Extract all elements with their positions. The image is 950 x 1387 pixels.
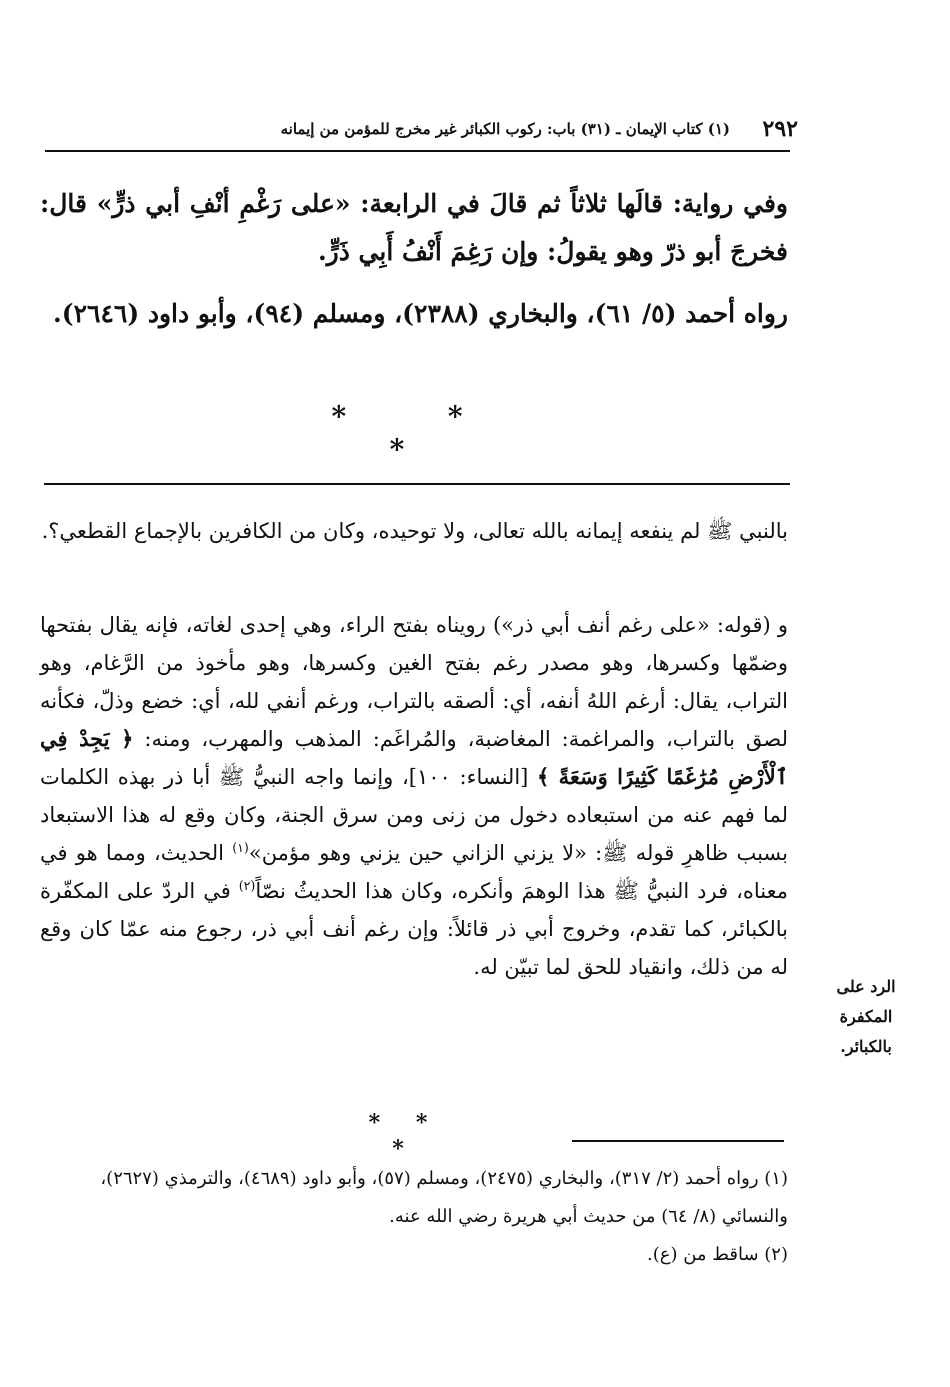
margin-note: الرد على المكفرة بالكبائر.: [836, 977, 896, 1056]
commentary-text-b: [النساء: ١٠٠]، وإنما واجه النبيُّ ﷺ أبا ذر بهذه الكلمات لما فهم عنه من استبعاده دخول من زنى ومن سرق الجنة، وكان وقع له هذا الاستبعاد بسبب ظاهرِ قوله ﷺ: «لا يزني الزاني حين يزني وهو مؤمن»: [40, 765, 788, 865]
footnote-divider: [572, 1140, 784, 1142]
footnote-marker-1[interactable]: (١): [232, 840, 249, 855]
commentary-text-c: الحديث، ومما هو في معناه، فرد النبيُّ ﷺ هذا الوهمَ وأنكره، وكان هذا الحديثُ نصّاً: [40, 841, 788, 903]
footnote-2: (٢) ساقط من (ع).: [647, 1244, 788, 1265]
commentary-text-a: و (قوله: «على رغم أنف أبي ذر») رويناه بفتح الراء، وهي إحدى لغاته، فإنه يقال بفتحها وضمّها وكسرها، وهو مصدر رغم بفتح الغين وكسرها، وهو مأخوذ من الرَّغام، وهو التراب، يقال: أرغم اللهُ أنفه، أي: ألصقه بالتراب، ورغم أنفي لله، أي: خضع وذلّ، فكأنه لصق بالتراب، والمراغمة: المغاضبة، والمُراغَم: المذهب والمهرب، ومنه:: [40, 613, 788, 751]
end-separator-stars: * * *: [368, 1110, 442, 1162]
commentary-divider: [44, 483, 790, 485]
header-divider: [45, 150, 790, 152]
footnote-marker-2[interactable]: (٢): [238, 878, 256, 893]
section-separator-stars: * * *: [331, 400, 509, 466]
commentary-paragraph-1: بالنبي ﷺ لم ينفعه إيمانه بالله تعالى، ولا توحيده، وكان من الكافرين بالإجماع القطعي؟.: [41, 519, 788, 543]
footnote-1: (١) رواه أحمد (٢/ ٣١٧)، والبخاري (٢٤٧٥)، ومسلم (٥٧)، وأبو داود (٤٦٨٩)، والترمذي (٢٦٢٧)، والنسائي (٨/ ٦٤) من حديث أبي هريرة رضي الله عنه.: [100, 1168, 788, 1227]
commentary-text-d: في الردّ على المكفّرة بالكبائر، كما تقدم، وخروج أبي ذر قائلاً: وإن رغم أنف أبي ذر، رجوع منه عمّا كان وقع له من ذلك، وانقياد للحق لما تبيّن له.: [40, 879, 788, 979]
hadith-text: وفي رواية: قالَها ثلاثاً ثم قالَ في الرابعة: «على رَغْمِ أنْفِ أبي ذرٍّ» قال: فخرجَ أبو ذرّ وهو يقولُ: وإن رَغِمَ أَنْفُ أَبِي ذَرٍّ.: [40, 189, 788, 266]
footnotes: [40, 1160, 788, 1274]
quran-verse: ﴿ يَجِدْ فِي ٱلْأَرْضِ مُرَٰغَمًا كَثِيرًا وَسَعَةً ﴾: [40, 726, 789, 789]
page-number: ٢٩٢: [762, 116, 798, 142]
commentary-paragraph-2: [40, 606, 788, 986]
hadith-source: رواه أحمد (٥/ ٦١)، والبخاري (٢٣٨٨)، ومسلم (٩٤)، وأبو داود (٢٦٤٦).: [53, 299, 788, 328]
running-header-title: (١) كتاب الإيمان ـ (٣١) باب: ركوب الكبائر غير مخرج للمؤمن من إيمانه: [280, 120, 730, 138]
